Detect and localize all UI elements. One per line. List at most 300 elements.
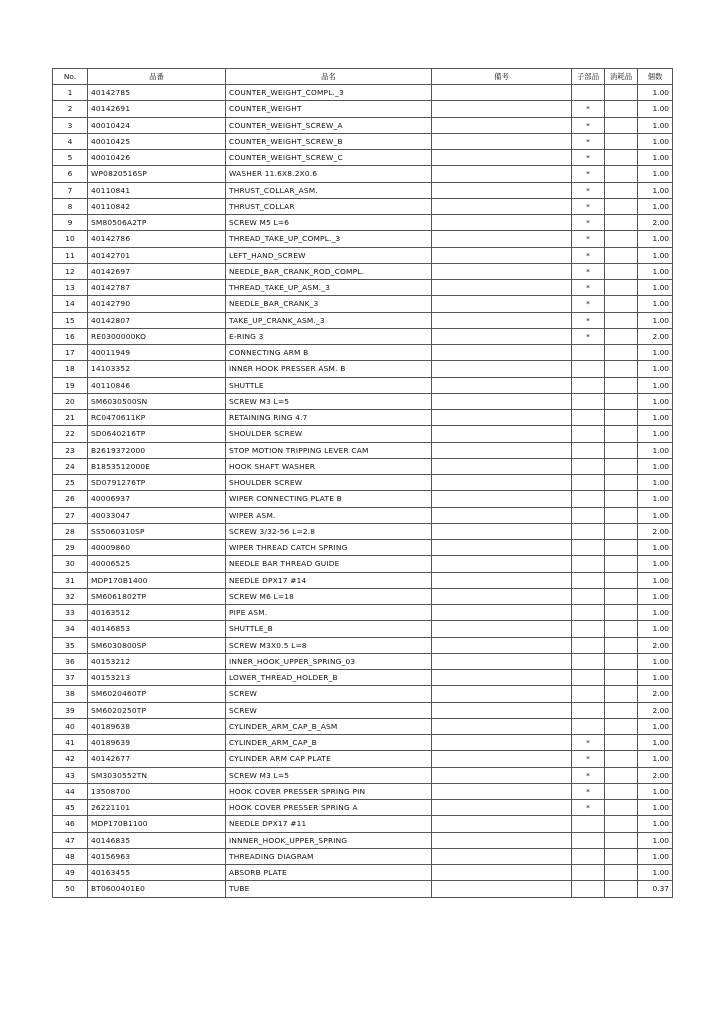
sub-part-mark [572,491,605,507]
consumable-mark [605,588,638,604]
part-number: 40153213 [88,670,226,686]
part-name: HOOK SHAFT WASHER [226,458,432,474]
part-name: WIPER CONNECTING PLATE B [226,491,432,507]
row-number: 27 [53,507,88,523]
consumable-mark [605,540,638,556]
table-row [53,117,673,133]
quantity: 2.00 [638,686,673,702]
consumable-mark [605,312,638,328]
quantity: 1.00 [638,800,673,816]
quantity: 1.00 [638,101,673,117]
part-name: NEEDLE_BAR_CRANK_ROD_COMPL. [226,263,432,279]
remarks-cell [432,345,572,361]
quantity: 1.00 [638,865,673,881]
remarks-cell [432,523,572,539]
row-number: 28 [53,523,88,539]
table-row [53,361,673,377]
remarks-cell [432,881,572,897]
quantity: 1.00 [638,426,673,442]
part-name: THREADING DIAGRAM [226,848,432,864]
quantity: 1.00 [638,605,673,621]
sub-part-mark: * [572,166,605,182]
sub-part-mark [572,540,605,556]
sub-part-mark: * [572,312,605,328]
remarks-cell [432,133,572,149]
remarks-cell [432,198,572,214]
sub-part-mark: * [572,767,605,783]
quantity: 1.00 [638,150,673,166]
quantity: 2.00 [638,767,673,783]
part-number: 40110842 [88,198,226,214]
table-row [53,572,673,588]
sub-part-mark [572,653,605,669]
table-row [53,751,673,767]
table-row [53,686,673,702]
row-number: 36 [53,653,88,669]
part-number: 40142697 [88,263,226,279]
sub-part-mark [572,637,605,653]
part-name: SHOULDER SCREW [226,426,432,442]
remarks-cell [432,572,572,588]
row-number: 4 [53,133,88,149]
consumable-mark [605,361,638,377]
consumable-mark [605,523,638,539]
part-number: SM6020460TP [88,686,226,702]
sub-part-mark [572,393,605,409]
part-number: 40142790 [88,296,226,312]
part-name: COUNTER_WEIGHT [226,101,432,117]
quantity: 1.00 [638,735,673,751]
quantity: 1.00 [638,718,673,734]
part-name: SCREW 3/32-56 L=2.8 [226,523,432,539]
sub-part-mark [572,816,605,832]
quantity: 1.00 [638,166,673,182]
row-number: 19 [53,377,88,393]
consumable-mark [605,718,638,734]
part-name: STOP MOTION TRIPPING LEVER CAM [226,442,432,458]
remarks-cell [432,166,572,182]
remarks-cell [432,263,572,279]
row-number: 10 [53,231,88,247]
quantity: 1.00 [638,312,673,328]
row-number: 38 [53,686,88,702]
sub-part-mark: * [572,751,605,767]
remarks-cell [432,848,572,864]
sub-part-mark: * [572,198,605,214]
row-number: 49 [53,865,88,881]
part-name: CONNECTING ARM B [226,345,432,361]
row-number: 42 [53,751,88,767]
consumable-mark [605,816,638,832]
sub-part-mark: * [572,215,605,231]
header-consumable: 消耗品 [605,69,638,85]
consumable-mark [605,702,638,718]
table-row [53,393,673,409]
sub-part-mark: * [572,182,605,198]
quantity: 1.00 [638,621,673,637]
remarks-cell [432,800,572,816]
row-number: 24 [53,458,88,474]
consumable-mark [605,182,638,198]
row-number: 44 [53,783,88,799]
table-row [53,458,673,474]
table-row [53,670,673,686]
remarks-cell [432,361,572,377]
table-row [53,800,673,816]
table-row [53,377,673,393]
remarks-cell [432,410,572,426]
row-number: 41 [53,735,88,751]
quantity: 1.00 [638,475,673,491]
part-number: 40153212 [88,653,226,669]
consumable-mark [605,751,638,767]
quantity: 1.00 [638,572,673,588]
consumable-mark [605,296,638,312]
sub-part-mark: * [572,231,605,247]
sub-part-mark: * [572,150,605,166]
remarks-cell [432,783,572,799]
part-number: 40142677 [88,751,226,767]
table-row [53,653,673,669]
remarks-cell [432,865,572,881]
table-row [53,588,673,604]
quantity: 1.00 [638,296,673,312]
sub-part-mark: * [572,296,605,312]
part-name: COUNTER_WEIGHT_SCREW_A [226,117,432,133]
quantity: 1.00 [638,588,673,604]
row-number: 3 [53,117,88,133]
consumable-mark [605,881,638,897]
consumable-mark [605,556,638,572]
sub-part-mark [572,442,605,458]
part-name: SCREW M3 L=5 [226,767,432,783]
table-row [53,767,673,783]
sub-part-mark [572,621,605,637]
part-number: RC0470611KP [88,410,226,426]
remarks-cell [432,588,572,604]
part-number: 40142691 [88,101,226,117]
part-name: SCREW [226,702,432,718]
table-row [53,215,673,231]
sub-part-mark: * [572,783,605,799]
part-number: 40010424 [88,117,226,133]
quantity: 2.00 [638,637,673,653]
part-name: RETAINING RING 4.7 [226,410,432,426]
part-number: 40189638 [88,718,226,734]
part-number: 40006937 [88,491,226,507]
remarks-cell [432,442,572,458]
quantity: 2.00 [638,215,673,231]
consumable-mark [605,117,638,133]
quantity: 1.00 [638,816,673,832]
consumable-mark [605,783,638,799]
table-row [53,166,673,182]
part-number: 40142786 [88,231,226,247]
consumable-mark [605,458,638,474]
remarks-cell [432,101,572,117]
part-name: THREAD_TAKE_UP_COMPL._3 [226,231,432,247]
row-number: 13 [53,280,88,296]
consumable-mark [605,393,638,409]
part-number: SD0640216TP [88,426,226,442]
quantity: 1.00 [638,751,673,767]
remarks-cell [432,540,572,556]
quantity: 1.00 [638,540,673,556]
row-number: 25 [53,475,88,491]
row-number: 37 [53,670,88,686]
part-name: SHUTTLE_B [226,621,432,637]
header-no: No. [53,69,88,85]
sub-part-mark: * [572,280,605,296]
remarks-cell [432,621,572,637]
row-number: 48 [53,848,88,864]
header-name: 品名 [226,69,432,85]
remarks-cell [432,280,572,296]
remarks-cell [432,653,572,669]
row-number: 2 [53,101,88,117]
row-number: 39 [53,702,88,718]
row-number: 31 [53,572,88,588]
quantity: 1.00 [638,198,673,214]
consumable-mark [605,800,638,816]
row-number: 5 [53,150,88,166]
consumable-mark [605,491,638,507]
consumable-mark [605,653,638,669]
table-row [53,783,673,799]
sub-part-mark [572,426,605,442]
table-row [53,345,673,361]
table-header-row [53,69,673,85]
part-number: 13508700 [88,783,226,799]
consumable-mark [605,410,638,426]
row-number: 40 [53,718,88,734]
part-number: SM6030800SP [88,637,226,653]
table-row [53,198,673,214]
remarks-cell [432,491,572,507]
header-remarks: 備考 [432,69,572,85]
remarks-cell [432,458,572,474]
quantity: 2.00 [638,523,673,539]
sub-part-mark [572,523,605,539]
consumable-mark [605,426,638,442]
part-number: 40189639 [88,735,226,751]
sub-part-mark [572,588,605,604]
part-number: 40146853 [88,621,226,637]
quantity: 1.00 [638,280,673,296]
part-name: HOOK COVER PRESSER SPRING PIN [226,783,432,799]
part-name: LOWER_THREAD_HOLDER_B [226,670,432,686]
quantity: 1.00 [638,848,673,864]
quantity: 1.00 [638,263,673,279]
remarks-cell [432,247,572,263]
consumable-mark [605,150,638,166]
row-number: 26 [53,491,88,507]
part-number: SM6030500SN [88,393,226,409]
part-number: 40163512 [88,605,226,621]
part-number: B1853512000E [88,458,226,474]
consumable-mark [605,198,638,214]
sub-part-mark [572,702,605,718]
part-name: INNER_HOOK_UPPER_SPRING_03 [226,653,432,669]
part-number: 40110841 [88,182,226,198]
table-row [53,702,673,718]
sub-part-mark: * [572,800,605,816]
row-number: 46 [53,816,88,832]
remarks-cell [432,507,572,523]
sub-part-mark [572,718,605,734]
consumable-mark [605,670,638,686]
remarks-cell [432,816,572,832]
part-number: B2619372000 [88,442,226,458]
consumable-mark [605,621,638,637]
remarks-cell [432,735,572,751]
consumable-mark [605,263,638,279]
sub-part-mark: * [572,735,605,751]
consumable-mark [605,345,638,361]
part-number: 40142807 [88,312,226,328]
quantity: 1.00 [638,653,673,669]
table-row [53,231,673,247]
remarks-cell [432,767,572,783]
sub-part-mark [572,848,605,864]
part-number: 40142785 [88,85,226,101]
row-number: 22 [53,426,88,442]
part-number: MDP170B1100 [88,816,226,832]
consumable-mark [605,280,638,296]
table-row [53,832,673,848]
part-name: SCREW [226,686,432,702]
remarks-cell [432,377,572,393]
sub-part-mark [572,475,605,491]
row-number: 50 [53,881,88,897]
sub-part-mark: * [572,101,605,117]
header-sub-part: 子部品 [572,69,605,85]
sub-part-mark [572,572,605,588]
part-number: 40146835 [88,832,226,848]
table-row [53,182,673,198]
table-row [53,150,673,166]
quantity: 1.00 [638,247,673,263]
part-number: 40033047 [88,507,226,523]
quantity: 1.00 [638,491,673,507]
part-number: 40009860 [88,540,226,556]
remarks-cell [432,182,572,198]
part-name: LEFT_HAND_SCREW [226,247,432,263]
consumable-mark [605,247,638,263]
sub-part-mark [572,85,605,101]
remarks-cell [432,637,572,653]
row-number: 34 [53,621,88,637]
consumable-mark [605,377,638,393]
part-name: WASHER 11.6X8.2X0.6 [226,166,432,182]
remarks-cell [432,231,572,247]
consumable-mark [605,166,638,182]
row-number: 15 [53,312,88,328]
quantity: 1.00 [638,133,673,149]
remarks-cell [432,556,572,572]
part-name: SHUTTLE [226,377,432,393]
part-name: NEEDLE_BAR_CRANK_3 [226,296,432,312]
part-number: SM6061802TP [88,588,226,604]
table-row [53,247,673,263]
consumable-mark [605,735,638,751]
row-number: 12 [53,263,88,279]
table-row [53,816,673,832]
consumable-mark [605,686,638,702]
consumable-mark [605,848,638,864]
part-number: SM3030552TN [88,767,226,783]
quantity: 1.00 [638,556,673,572]
part-number: 40011949 [88,345,226,361]
sub-part-mark: * [572,247,605,263]
part-number: BT0600401E0 [88,881,226,897]
row-number: 23 [53,442,88,458]
quantity: 1.00 [638,345,673,361]
sub-part-mark [572,345,605,361]
remarks-cell [432,296,572,312]
row-number: 8 [53,198,88,214]
sub-part-mark: * [572,133,605,149]
table-row [53,718,673,734]
quantity: 1.00 [638,670,673,686]
part-name: THRUST_COLLAR_ASM. [226,182,432,198]
row-number: 6 [53,166,88,182]
part-name: PIPE ASM. [226,605,432,621]
quantity: 1.00 [638,442,673,458]
table-row [53,605,673,621]
quantity: 1.00 [638,377,673,393]
table-row [53,556,673,572]
consumable-mark [605,231,638,247]
table-row [53,328,673,344]
remarks-cell [432,85,572,101]
sub-part-mark [572,881,605,897]
row-number: 30 [53,556,88,572]
remarks-cell [432,393,572,409]
row-number: 1 [53,85,88,101]
sub-part-mark [572,377,605,393]
sub-part-mark [572,556,605,572]
remarks-cell [432,150,572,166]
row-number: 29 [53,540,88,556]
row-number: 17 [53,345,88,361]
remarks-cell [432,686,572,702]
remarks-cell [432,117,572,133]
part-name: TAKE_UP_CRANK_ASM._3 [226,312,432,328]
consumable-mark [605,328,638,344]
remarks-cell [432,475,572,491]
part-number: RE0300000KO [88,328,226,344]
sub-part-mark [572,410,605,426]
row-number: 45 [53,800,88,816]
quantity: 2.00 [638,702,673,718]
remarks-cell [432,215,572,231]
part-number: SS5060310SP [88,523,226,539]
table-row [53,540,673,556]
consumable-mark [605,572,638,588]
row-number: 18 [53,361,88,377]
part-number: 40010426 [88,150,226,166]
table-row [53,475,673,491]
remarks-cell [432,751,572,767]
sub-part-mark [572,686,605,702]
consumable-mark [605,605,638,621]
quantity: 1.00 [638,783,673,799]
quantity: 1.00 [638,85,673,101]
part-number: 40110846 [88,377,226,393]
part-name: SCREW M3X0.5 L=8 [226,637,432,653]
quantity: 1.00 [638,361,673,377]
